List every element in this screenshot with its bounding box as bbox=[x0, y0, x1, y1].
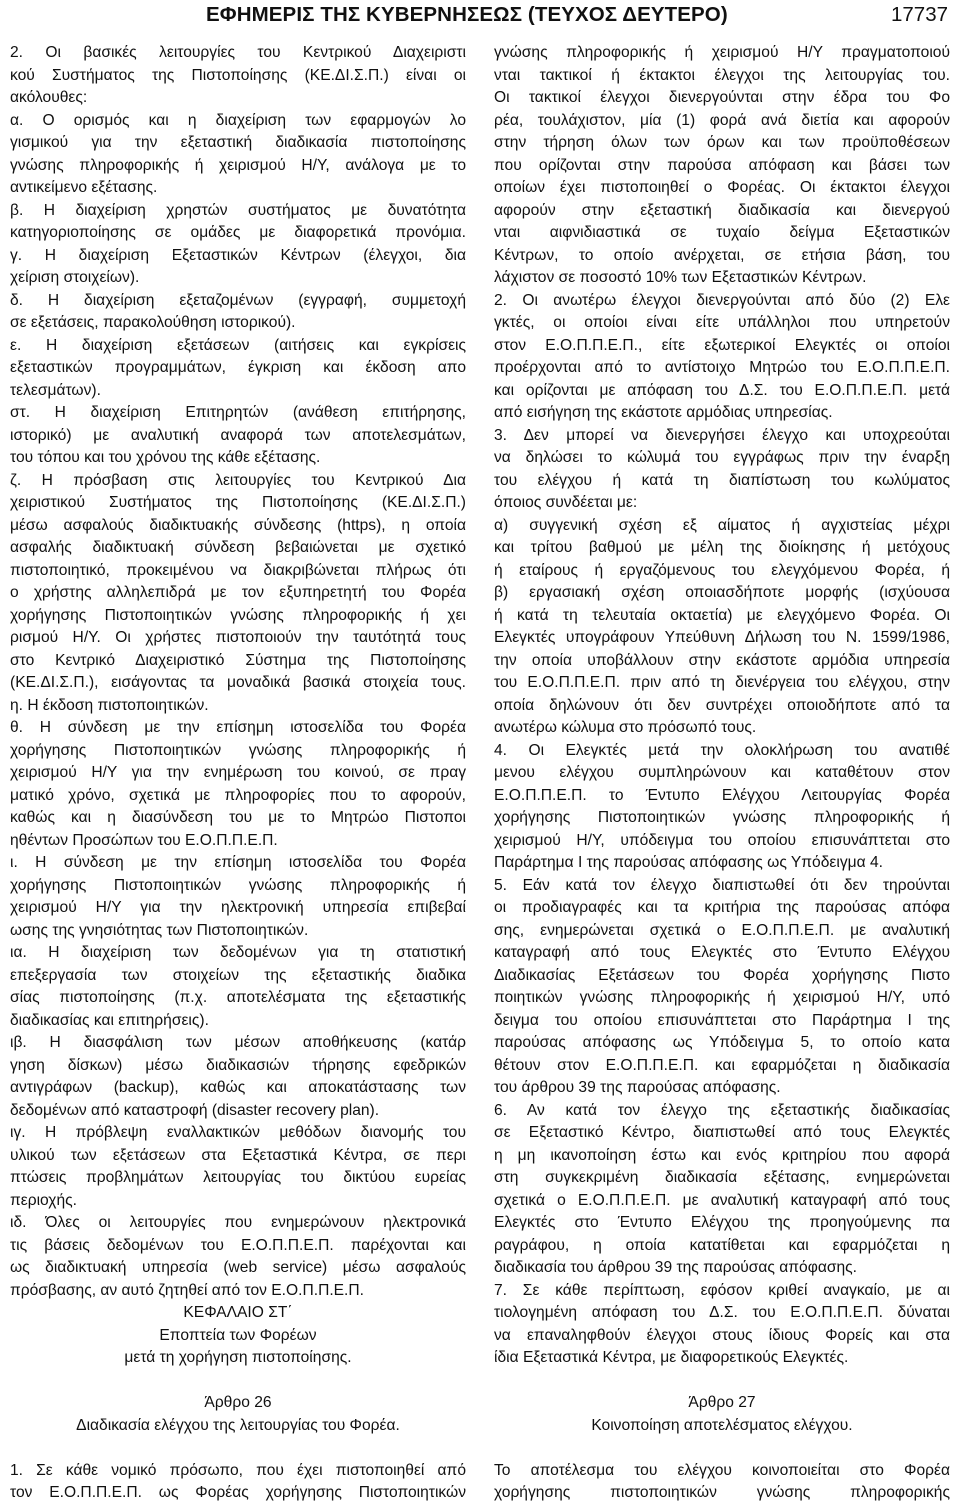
text-line: Οι τακτικοί έλεγχοι διενεργούνται στην έδρα του Φο bbox=[494, 89, 950, 106]
text-line: οι προδιαγραφές και τα κριτήρια της παρούσας απόφα bbox=[494, 899, 950, 916]
text-line: χορήγησης Πιστοποιητικών γνώσης πληροφορικής ή bbox=[494, 809, 950, 826]
text-line: 7. Σε κάθε περίπτωση, εφόσον κριθεί αναγκαίο, με αι bbox=[494, 1281, 950, 1299]
text-line: ή κατά τη τελευταία οκταετία) με ελεγχόμενο Φορέα. Οι bbox=[494, 606, 950, 624]
section-heading-line: Διαδικασία ελέγχου της λειτουργίας του Φορέα. bbox=[76, 1416, 400, 1434]
text-line: κού Συστήματος της Πιστοποίησης (ΚΕ.ΔΙ.Σ.Π.) είναι οι bbox=[10, 66, 466, 84]
text-line: 3. Δεν μπορεί να διενεργήσει έλεγχο και υποχρεούται bbox=[494, 426, 950, 444]
spacer bbox=[494, 1370, 950, 1393]
text-line: δεδομένων από καταστροφή (disaster recovery plan). bbox=[10, 1101, 380, 1119]
text-line: αντικείμενο εξέτασης. bbox=[10, 179, 158, 196]
gazette-title: ΕΦΗΜΕΡΙΣ ΤΗΣ ΚΥΒΕΡΝΗΣΕΩΣ (ΤΕΥΧΟΣ ΔΕΥΤΕΡΟ) bbox=[206, 3, 728, 26]
text-line: β) εργασιακή σχέση οποιασδήποτε μορφής (ισχύουσα bbox=[494, 584, 950, 601]
text-line: διαδικασία του άρθρου 39 της παρούσας απόφασης. bbox=[494, 1259, 857, 1276]
text-line: καταγραφή από τους Ελεγκτές στο Έντυπο Ελέγχου bbox=[494, 944, 950, 961]
text-line: του ελέγχου ή κατά τη διαπίστωση του κωλύματος bbox=[494, 471, 950, 489]
page-number: 17737 bbox=[890, 3, 948, 26]
text-line: Παράρτημα Ι της παρούσας απόφασης ως Υπόδειγμα 4. bbox=[494, 854, 883, 871]
text-line: του τόπου και του χρόνου της κάθε εξέτασης. bbox=[10, 449, 321, 466]
text-line: γνώσης πληροφορικής ή χειρισμού Η/Υ, ανάλογα με το bbox=[10, 156, 466, 174]
text-line: στο Κεντρικό Διαχειριστικό Σύστημα της Πιστοποίησης bbox=[10, 651, 466, 669]
text-line: ιγ. Η πρόβλεψη εναλλακτικών μεθόδων διανομής του bbox=[10, 1124, 466, 1141]
text-line: 4. Οι Ελεγκτές μετά την ολοκλήρωση του ανατιθέ bbox=[494, 741, 950, 759]
text-line: γισμικού για την εξεταστική διαδικασία πιστοποίησης bbox=[10, 134, 466, 151]
text-line: στην τήρηση όλων των όρων και των προϋποθέσεων bbox=[494, 134, 950, 151]
text-line: Ελεγκτές στο Έντυπο Ελέγχου της προηγούμενης πα bbox=[494, 1214, 950, 1231]
text-line: χορήγησης Πιστοποιητικών γνώσης πληροφορικής ή bbox=[10, 741, 466, 759]
left-column bbox=[10, 42, 466, 1505]
text-line: η. Η έκδοση πιστοποιητικών. bbox=[10, 696, 209, 714]
text-line: να δηλώσει το κώλυμά του εγγράφως πριν την έναρξη bbox=[494, 449, 950, 466]
text-line: χορήγησης Πιστοποιητικών γνώσης πληροφορικής ή bbox=[10, 876, 466, 894]
text-line: νται αιφνιδιαστικά σε τυχαίο δείγμα Εξεταστικών bbox=[494, 224, 950, 241]
text-line: ο χρήστης αλληλεπιδρά με τον εξυπηρετητή του Φορέα bbox=[10, 584, 466, 601]
text-line: στη συγκεκριμένη διαδικασία εξέτασης, ενημερώνεται bbox=[494, 1169, 950, 1186]
text-line: οποίων έχει πιστοποιηθεί ο Φορέας. Οι έκτακτοι έλεγχοι bbox=[494, 179, 950, 196]
text-line: να επαναληφθούν έλεγχοι στους ίδιους Φορείς και στα bbox=[494, 1326, 950, 1344]
text-line: πτώσεις προβλημάτων λειτουργίας του δικτύου ευρείας bbox=[10, 1169, 466, 1186]
spacer bbox=[494, 1437, 950, 1460]
text-line: προέρχονται από το αντίστοιχο Μητρώο του Ε.Ο.Π.Π.Ε.Π. bbox=[494, 359, 950, 376]
section-heading-line: μετά τη χορήγηση πιστοποίησης. bbox=[124, 1349, 352, 1366]
text-line: γ. Η διαχείριση Εξεταστικών Κέντρων (έλεγχοι, δια bbox=[10, 246, 466, 264]
text-line: επεξεργασία των στοιχείων της εξεταστικής διαδικα bbox=[10, 966, 466, 984]
text-line: δ. Η διαχείριση εξεταζομένων (εγγραφή, συμμετοχή bbox=[10, 291, 466, 309]
text-line: ωσης της γνησιότητας των Πιστοποιητικών. bbox=[10, 921, 309, 939]
spacer bbox=[10, 1437, 466, 1460]
text-line: χορήγησης πιστοποιητικών γνώσης πληροφορικής bbox=[494, 1484, 950, 1501]
text-line: Διαδικασίας Εξετάσεων του Φορέα χορήγησης Πιστο bbox=[494, 966, 950, 984]
text-line: σης, ενημερώνεται σχετικά ο Ε.Ο.Π.Π.Ε.Π. με αναλυτική bbox=[494, 921, 950, 939]
text-line: χείριση στοιχείων). bbox=[10, 269, 140, 286]
text-line: ρισμού Η/Υ. Οι χρήστες πιστοποιούν την ταυτότητά τους bbox=[10, 629, 466, 646]
text-line: 5. Εάν κατά τον έλεγχο διαπιστωθεί ότι δεν τηρούνται bbox=[494, 876, 950, 894]
text-line: ηθέντων Προσώπων του Ε.Ο.Π.Π.Ε.Π. bbox=[10, 831, 278, 849]
text-line: ή εταίρους ή εργαζόμενους του ελεγχόμενου Φορέα, ή bbox=[494, 561, 950, 579]
text-line: θ. Η σύνδεση με την επίσημη ιστοσελίδα του Φορέα bbox=[10, 719, 466, 736]
text-line: του Ε.Ο.Π.Π.Ε.Π. πριν από τη διενέργεια του ελέγχου, στην bbox=[494, 674, 950, 691]
text-line: β. Η διαχείριση χρηστών συστήματος με δυνατότητα bbox=[10, 201, 466, 219]
text-line: ακόλουθες: bbox=[10, 89, 88, 106]
text-line: τελεσμάτων). bbox=[10, 381, 101, 399]
text-line: (ΚΕ.ΔΙ.Σ.Π.), εισάγοντας τα μοναδικά βασικά στοιχεία τους. bbox=[10, 674, 466, 691]
text-line: σε Εξεταστικό Κέντρο, διαπιστωθεί από τους Ελεγκτές bbox=[494, 1124, 950, 1141]
spacer bbox=[10, 1370, 466, 1393]
text-line: η μη ικανοποίηση έστω και ενός κριτηρίου που αφορά bbox=[494, 1146, 950, 1164]
text-line: 2. Οι ανωτέρω έλεγχοι διενεργούνται από δύο (2) Ελε bbox=[494, 291, 950, 309]
page-header bbox=[0, 0, 960, 32]
text-line: ζ. Η πρόσβαση στις λειτουργίες του Κεντρικού Δια bbox=[10, 471, 466, 489]
text-line: ποιητικών γνώσης πληροφορικής ή χειρισμού Η/Υ, υπό bbox=[494, 989, 950, 1006]
text-line: ια. Η διαχείριση των δεδομένων για τη στατιστική bbox=[10, 944, 466, 961]
text-line: ασφαλής διαδικτυακή σύνδεση βεβαιώνεται με σχετικό bbox=[10, 539, 466, 556]
text-line: ε. Η διαχείριση εξετάσεων (αιτήσεις και εγκρίσεις bbox=[10, 336, 466, 354]
text-line: χειρισμού Η/Υ, υπόδειγμα του οποίου επισυνάπτεται στο bbox=[494, 831, 950, 849]
text-line: ως διαδικτυακή υπηρεσία (web service) μέσω ασφαλούς bbox=[10, 1259, 466, 1276]
text-line: 1. Σε κάθε νομικό πρόσωπο, που έχει πιστοποιηθεί από bbox=[10, 1461, 466, 1479]
text-line: χορήγησης Πιστοποιητικών γνώσης πληροφορικής ή χει bbox=[10, 606, 466, 624]
text-line: δειγμα του οποίου επισυνάπτεται στο Παράρτημα Ι της bbox=[494, 1011, 950, 1029]
text-line: μέσω ασφαλούς διαδικτυακής σύνδεσης (https), η οποία bbox=[10, 516, 466, 534]
text-line: 6. Αν κατά τον έλεγχο της εξεταστικής διαδικασίας bbox=[494, 1101, 950, 1119]
text-line: ματικό χρόνο, σχετικά με πληροφορίες που το αφορούν, bbox=[10, 786, 466, 804]
text-line: την οποία υποβάλλουν στην εκάστοτε αρμόδια υπηρεσία bbox=[494, 651, 950, 669]
text-line: ραγράφου, η οποία κατατίθεται και εφαρμόζεται η bbox=[494, 1236, 950, 1254]
text-line: ιβ. Η διασφάλιση των μέσων αποθήκευσης (κατάρ bbox=[10, 1034, 466, 1051]
text-line: γκτές, οι οποίοι είναι είτε υπάλληλοι που υπηρετούν bbox=[494, 314, 950, 331]
text-line: Ελεγκτές υπογράφουν Υπεύθυνη Δήλωση του Ν. 1599/1986, bbox=[494, 629, 950, 646]
text-line: και ορίζονται με απόφαση του Δ.Σ. του Ε.Ο.Π.Π.Ε.Π. μετά bbox=[494, 381, 950, 399]
right-column bbox=[494, 42, 950, 1505]
text-line: χειρισμού Η/Υ για την ηλεκτρονική υπηρεσία επιβεβαί bbox=[10, 899, 466, 916]
text-line: από εισήγηση της εκάστοτε αρμόδιας υπηρεσίας. bbox=[494, 404, 833, 421]
text-line: ίδια Εξεταστικά Κέντρα, με διαφορετικούς Ελεγκτές. bbox=[494, 1349, 849, 1366]
text-line: εξεταστικών προγραμμάτων, έγκριση και έκδοση απο bbox=[10, 359, 466, 376]
text-line: σε εξετάσεις, παρακολούθηση ιστορικού). bbox=[10, 314, 296, 331]
text-line: ιδ. Όλες οι λειτουργίες που ενημερώνουν ηλεκτρονικά bbox=[10, 1214, 466, 1231]
text-line: νται τακτικοί ή έκτακτοι έλεγχοι της λειτουργίας του. bbox=[494, 66, 950, 84]
text-line: στ. Η διαχείριση Επιτηρητών (ανάθεση επιτήρησης, bbox=[10, 404, 466, 421]
text-line: παρούσας απόφασης ως Υπόδειγμα 5, το οποίο κατα bbox=[494, 1034, 950, 1051]
text-line: αντιγράφων (backup), καθώς και αποκατάστασης των bbox=[10, 1079, 466, 1096]
text-line: διαδικασίας και επιτηρήσεις). bbox=[10, 1011, 209, 1029]
text-line: 2. Οι βασικές λειτουργίες του Κεντρικού Διαχειριστι bbox=[10, 44, 466, 61]
text-line: ι. Η σύνδεση με την επίσημη ιστοσελίδα του Φορέα bbox=[10, 854, 466, 871]
text-line: αφορούν στην εξεταστική διαδικασία και διενεργού bbox=[494, 201, 950, 219]
text-line: Ε.Ο.Π.Π.Ε.Π. το Έντυπο Ελέγχου Λειτουργίας Φορέα bbox=[494, 786, 950, 804]
text-line: περιοχής. bbox=[10, 1191, 78, 1209]
text-line: και τρίτου βαθμού με μέλη της διοίκησης ή μετόχους bbox=[494, 539, 950, 556]
text-line: ρέα, τουλάχιστον, μία (1) φορά ανά διετία και αφορούν bbox=[494, 111, 950, 129]
text-line: α. Ο ορισμός και η διαχείριση των εφαρμογών λο bbox=[10, 111, 466, 129]
text-line: σίας πιστοποίησης (π.χ. αποτελέσματα της εξεταστικής bbox=[10, 989, 466, 1006]
text-line: λάχιστον σε ποσοστό 10% των Εξεταστικών Κέντρων. bbox=[494, 269, 867, 286]
text-line: οποία δηλώνουν ότι δεν συντρέχει οποιοδήποτε από τα bbox=[494, 696, 950, 714]
text-line: όποιος συνδέεται με: bbox=[494, 494, 638, 511]
section-heading-line: Άρθρο 26 bbox=[204, 1394, 272, 1411]
text-line: στον Ε.Ο.Π.Π.Ε.Π., είτε εξωτερικοί Ελεγκτές οι οποίοι bbox=[494, 336, 950, 354]
text-line: τις βάσεις δεδομένων του Ε.Ο.Π.Π.Ε.Π. παρέχονται και bbox=[10, 1236, 466, 1254]
text-line: του άρθρου 39 της παρούσας απόφασης. bbox=[494, 1079, 781, 1096]
text-line: Κέντρων, το οποίο ανέρχεται, σε ετήσια βάση, του bbox=[494, 246, 950, 264]
text-line: υλικού των εξετάσεων στα Εξεταστικά Κέντρα, σε περι bbox=[10, 1146, 466, 1164]
text-line: γηση δίσκων) μέσω διαδικασιών τήρησης εφεδρικών bbox=[10, 1056, 466, 1074]
text-line: ιστορικό) με αναλυτική αναφορά των αποτελεσμάτων, bbox=[10, 426, 466, 444]
text-line: τιολογημένη απόφαση του Δ.Σ. του Ε.Ο.Π.Π.Ε.Π. δύναται bbox=[494, 1304, 950, 1321]
text-line: σχετικά ο Ε.Ο.Π.Π.Ε.Π. με αναλυτική καταγραφή από τους bbox=[494, 1191, 950, 1209]
text-line: μενου ελέγχου συμπληρώνουν και καταθέτουν στον bbox=[494, 764, 950, 781]
section-heading-line: Εποπτεία των Φορέων bbox=[159, 1326, 317, 1344]
text-line: που ορίζονται στην παρούσα απόφαση και βάσει των bbox=[494, 156, 950, 174]
text-line: Το αποτέλεσμα του ελέγχου κοινοποιείται στο Φορέα bbox=[494, 1461, 950, 1479]
text-line: χειρισμού Η/Υ για την ενημέρωση του κοινού, σε πραγ bbox=[10, 764, 466, 781]
text-line: θέτουν στον Ε.Ο.Π.Π.Ε.Π. και εφαρμόζεται η διαδικασία bbox=[494, 1056, 950, 1074]
text-line: γνώσης πληροφορικής ή χειρισμού Η/Υ πραγματοποιού bbox=[494, 44, 950, 61]
text-line: πιστοποιητικό, προκειμένου να διακριβώνεται πλήρως ότι bbox=[10, 561, 466, 579]
text-line: πρόσβασης, αν αυτό ζητηθεί από τον Ε.Ο.Π.Π.Ε.Π. bbox=[10, 1281, 364, 1299]
text-line: α) συγγενική σχέση εξ αίματος ή αγχιστείας μέχρι bbox=[494, 516, 950, 534]
text-line: καθώς και η διασύνδεση του με το Μητρώο Πιστοποι bbox=[10, 809, 466, 826]
section-heading-line: Άρθρο 27 bbox=[688, 1394, 756, 1411]
section-heading-line: ΚΕΦΑΛΑΙΟ ΣΤ΄ bbox=[183, 1304, 293, 1321]
text-line: ανωτέρω κώλυμα στο πρόσωπό τους. bbox=[494, 719, 757, 736]
text-line: κατηγοριοποίησης σε ομάδες με διαφορετικά προνόμια. bbox=[10, 224, 466, 241]
text-line: τον Ε.Ο.Π.Π.Ε.Π. ως Φορέας χορήγησης Πιστοποιητικών bbox=[10, 1484, 466, 1501]
text-line: χειριστικού Συστήματος της Πιστοποίησης (ΚΕ.ΔΙ.Σ.Π.) bbox=[10, 494, 466, 511]
section-heading-line: Κοινοποίηση αποτελέσματος ελέγχου. bbox=[591, 1416, 853, 1434]
